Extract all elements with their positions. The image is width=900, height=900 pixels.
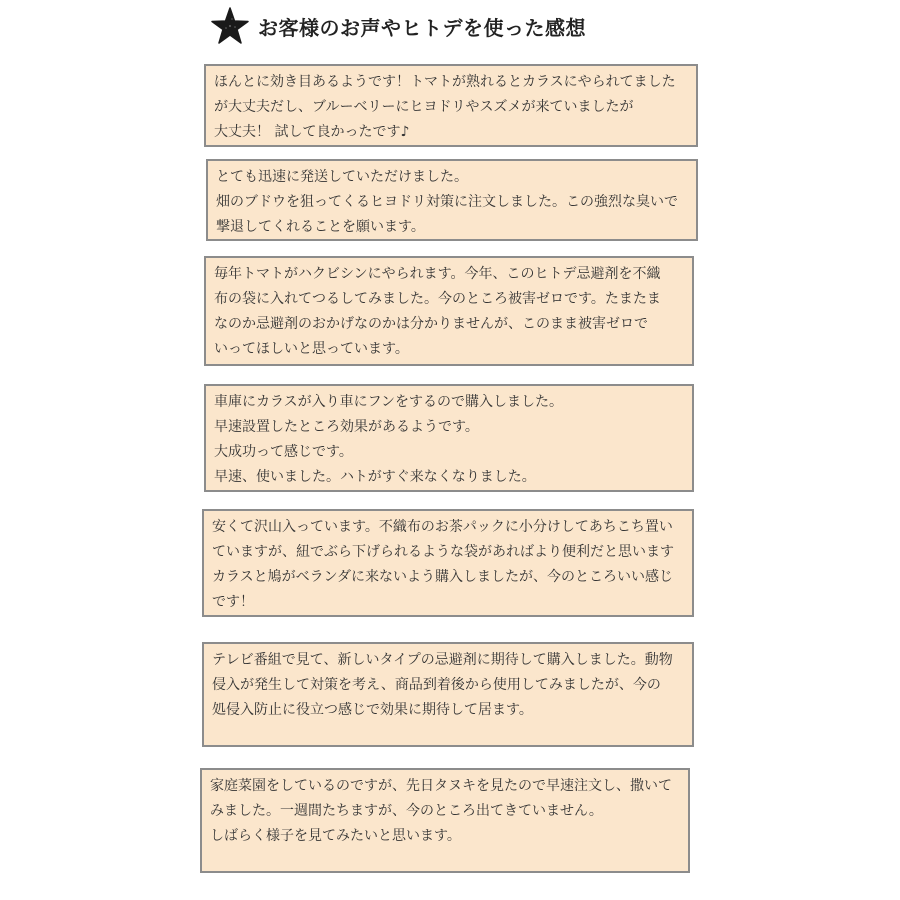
review-card-7: [200, 768, 690, 873]
review-line: みました。一週間たちますが、今のところ出てきていません。: [210, 803, 603, 819]
review-line: 大丈夫！ 試して良かったです♪: [214, 124, 410, 140]
review-line: 早速設置したところ効果があるようです。: [214, 419, 479, 435]
review-line: 車庫にカラスが入り車にフンをするので購入しました。: [214, 394, 564, 410]
review-card-1: [204, 64, 698, 147]
review-line: が大丈夫だし、ブルーベリーにヒヨドリやスズメが来ていましたが: [214, 99, 634, 115]
review-line: ほんとに効き目あるようです！トマトが熟れるとカラスにやられてました: [214, 74, 676, 90]
review-line: 処侵入防止に役立つ感じで効果に期待して居ます。: [212, 702, 533, 718]
review-line: 布の袋に入れてつるしてみました。今のところ被害ゼロです。たまたま: [214, 291, 661, 307]
review-line: なのか忌避剤のおかげなのかは分かりませんが、このまま被害ゼロで: [214, 316, 648, 332]
page-header: [210, 6, 586, 46]
starfish-icon: [210, 6, 250, 46]
review-line: 撃退してくれることを願います。: [216, 219, 425, 235]
review-line: カラスと鳩がベランダに来ないよう購入しましたが、今のところいい感じ: [212, 569, 674, 585]
review-card-6: [202, 642, 694, 747]
review-line: 大成功って感じです。: [214, 444, 353, 460]
page-title: お客様のお声やヒトデを使った感想: [258, 15, 586, 40]
review-line: ていますが、紐でぶら下げられるような袋があればより便利だと思います: [212, 544, 674, 560]
review-line: 早速、使いました。ハトがすぐ来なくなりました。: [214, 469, 536, 485]
review-line: 家庭菜園をしているのですが、先日タヌキを見たので早速注文し、撒いて: [210, 778, 672, 794]
review-line: いってほしいと思っています。: [214, 341, 409, 357]
review-card-2: [206, 159, 698, 241]
review-card-3: [204, 256, 694, 366]
review-line: しばらく様子を見てみたいと思います。: [210, 828, 461, 844]
review-card-4: [204, 384, 694, 492]
review-line: 侵入が発生して対策を考え、商品到着後から使用してみましたが、今の: [212, 677, 661, 693]
review-line: です！: [212, 594, 254, 610]
review-line: とても迅速に発送していただけました。: [216, 169, 468, 185]
review-line: 畑のブドウを狙ってくるヒヨドリ対策に注文しました。この強烈な臭いで: [216, 194, 678, 210]
review-line: テレビ番組で見て、新しいタイプの忌避剤に期待して購入しました。動物: [212, 652, 673, 668]
review-line: 毎年トマトがハクビシンにやられます。今年、このヒトデ忌避剤を不織: [214, 266, 661, 282]
review-card-5: [202, 509, 694, 617]
review-line: 安くて沢山入っています。不織布のお茶パックに小分けしてあちこち置い: [212, 519, 673, 535]
